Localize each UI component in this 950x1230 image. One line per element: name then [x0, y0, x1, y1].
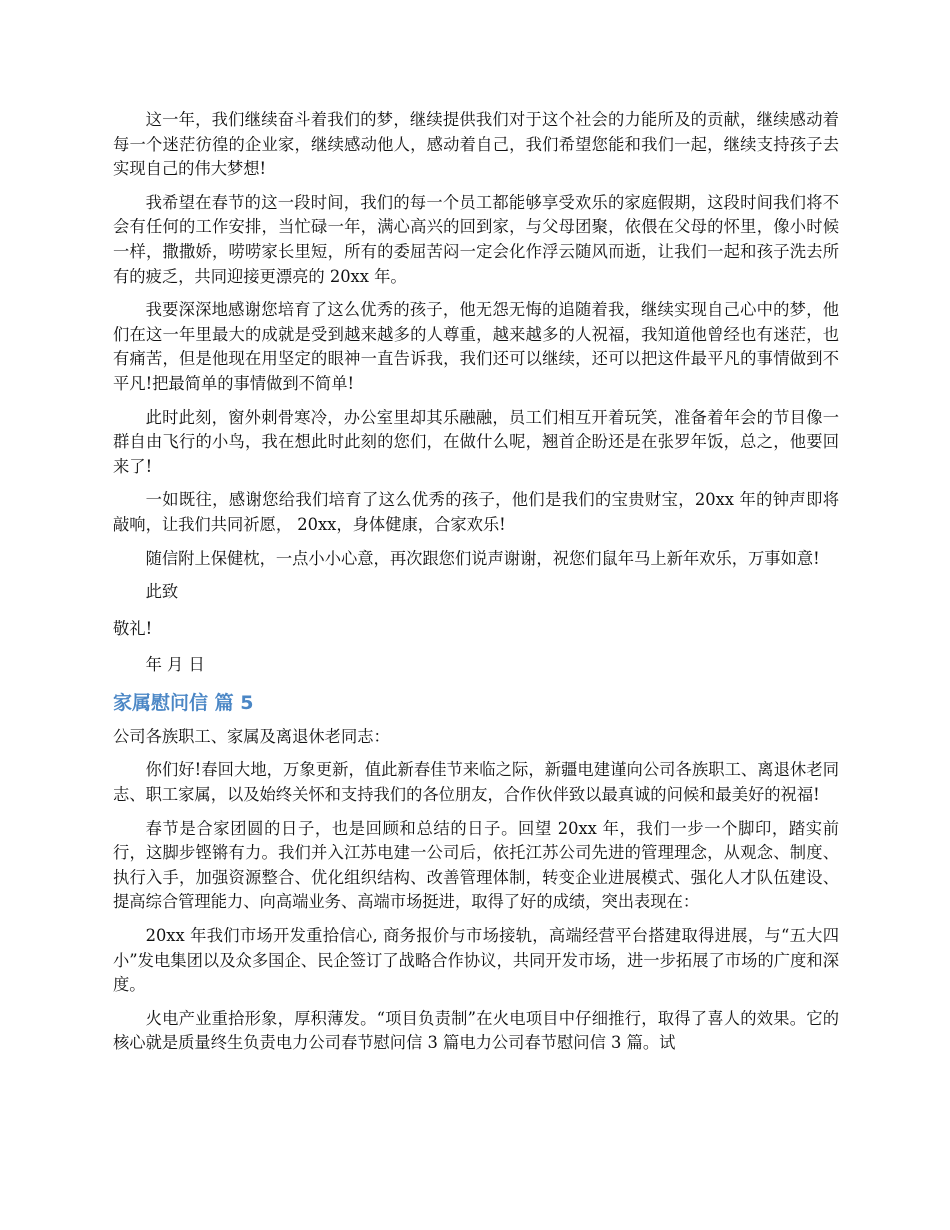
letter-salutation: 此致: [145, 582, 179, 602]
letter-paragraph: 我要深深地感谢您培育了这么优秀的孩子，他无怨无悔的追随着我，继续实现自己心中的梦，他们在这一年里最大的成就是受到越来越多的人尊重，越来越多的人祝福，我知道他曾经也有迷茫，也有痛苦，但是他现在用坚定的眼神一直告诉我，我们还可以继续，还可以把这件最平凡的事情做到不平凡!把最简单的事情做到不简单!: [113, 300, 839, 393]
letter-respect: 敬礼!: [113, 618, 153, 638]
document-page: [113, 108, 839, 1065]
letter-paragraph: 一如既往，感谢您给我们培育了这么优秀的孩子，他们是我们的宝贵财宝，20xx 年的钟声即将敲响，让我们共同祈愿， 20xx，身体健康，合家欢乐!: [113, 490, 839, 534]
letter-greeting: 公司各族职工、家属及离退休老同志：: [113, 726, 390, 746]
letter-paragraph: 你们好!春回大地，万象更新，值此新春佳节来临之际，新疆电建谨向公司各族职工、离退休老同志、职工家属，以及始终关怀和支持我们的各位朋友，合作伙伴致以最真诚的问候和最美好的祝福!: [113, 760, 839, 805]
letter-paragraph: 此时此刻，窗外刺骨寒冷，办公室里却其乐融融，员工们相互开着玩笑，准备着年会的节目像一群自由飞行的小鸟，我在想此时此刻的您们，在做什么呢，翘首企盼还是在张罗年饭，总之，他要回来了!: [113, 407, 839, 476]
letter-paragraph: 随信附上保健枕，一点小小心意，再次跟您们说声谢谢，祝您们鼠年马上新年欢乐，万事如意!: [145, 548, 820, 568]
letter-paragraph: 火电产业重拾形象，厚积薄发。“项目负责制”在火电项目中仔细推行，取得了喜人的效果。它的核心就是质量终生负责电力公司春节慰问信 3 篇电力公司春节慰问信 3 篇。试: [113, 1008, 839, 1053]
letter-paragraph: 我希望在春节的这一段时间，我们的每一个员工都能够享受欢乐的家庭假期，这段时间我们将不会有任何的工作安排，当忙碌一年，满心高兴的回到家，与父母团聚，依偎在父母的怀里，像小时候一样，撒撒娇，唠唠家长里短，所有的委屈苦闷一定会化作浮云随风而逝，让我们一起和孩子洗去所有的疲乏，共同迎接更漂亮的 20xx 年。: [113, 192, 839, 286]
letter-paragraph: 春节是合家团圆的日子，也是回顾和总结的日子。回望 20xx 年，我们一步一个脚印，踏实前行，这脚步铿锵有力。我们并入江苏电建一公司后，依托江苏公司先进的管理理念，从观念、制度、执行入手，加强资源整合、优化组织结构、改善管理体制，转变企业进展模式、强化人才队伍建设、提高综合管理能力、向高端业务、高端市场挺进，取得了好的成绩，突出表现在：: [113, 818, 839, 912]
letter-date: 年 月 日: [145, 655, 205, 675]
letter-paragraph: 20xx 年我们市场开发重拾信心, 商务报价与市场接轨，高端经营平台搭建取得进展，与“五大四小”发电集团以及众多国企、民企签订了战略合作协议，共同开发市场，进一步拓展了市场的广度和深度。: [113, 926, 839, 995]
letter-paragraph: 这一年，我们继续奋斗着我们的梦，继续提供我们对于这个社会的力能所及的贡献，继续感动着每一个迷茫彷徨的企业家，继续感动他人，感动着自己，我们希望您能和我们一起，继续支持孩子去实现自己的伟大梦想!: [113, 110, 839, 179]
section-heading: 家属慰问信 篇 5: [113, 691, 254, 714]
